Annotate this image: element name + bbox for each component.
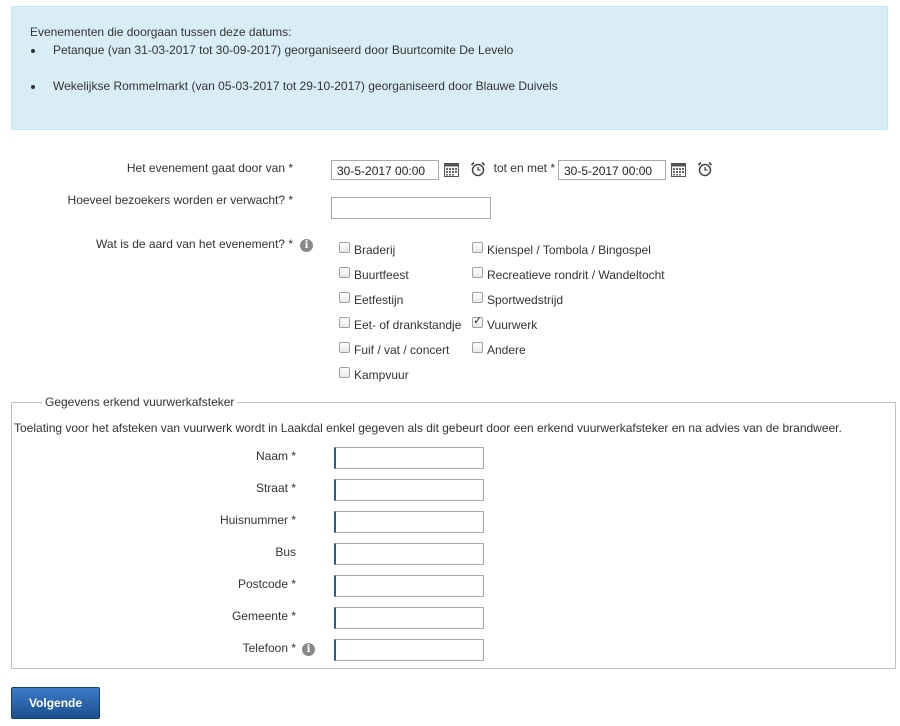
field-label: Straat * [255,481,296,495]
checkbox-label: Eet- of drankstandje [354,318,462,332]
checkbox-vuurwerk[interactable] [472,317,483,328]
checkbox-label: Kienspel / Tombola / Bingospel [487,243,651,257]
visitors-input[interactable] [331,197,491,219]
event-type-label: Wat is de aard van het evenement? * [95,237,293,251]
date-to-input[interactable]: 30-5-2017 00:00 [558,160,666,180]
fireworks-notice: Toelating voor het afsteken van vuurwerk wordt in Laakdal enkel gegeven als dit gebeurt door een erkend vuurwerkafsteker en na advies van de brandweer. [14,421,842,435]
field-label: Naam * [255,449,296,463]
event-item: Wekelijkse Rommelmarkt (van 05-03-2017 tot 29-10-2017) georganiseerd door Blauwe Duivels [53,79,558,93]
field-label: Telefoon * [242,641,296,655]
checkbox-rondrit[interactable] [472,267,483,278]
field-label: Huisnummer * [219,513,296,527]
field-label: Gemeente * [231,609,296,623]
postcode-input[interactable] [334,575,484,597]
checkbox-label: Braderij [354,243,396,257]
checkbox-fuif[interactable] [339,342,350,353]
checkbox-eetfestijn[interactable] [339,292,350,303]
info-icon[interactable]: i [300,239,313,252]
checkbox-label: Vuurwerk [487,318,538,332]
street-input[interactable] [334,479,484,501]
fieldset-legend: Gegevens erkend vuurwerkafsteker [42,395,237,409]
house-number-input[interactable] [334,511,484,533]
checkbox-label: Kampvuur [354,368,409,382]
checkbox-buurtfeest[interactable] [339,267,350,278]
checkbox-andere[interactable] [472,342,483,353]
alarm-clock-icon[interactable] [470,161,486,177]
calendar-icon[interactable] [671,163,686,177]
checkbox-label: Buurtfeest [354,268,409,282]
field-label: Postcode * [237,577,296,591]
next-button[interactable]: Volgende [11,687,100,719]
field-label: Bus [275,545,296,559]
date-from-input[interactable]: 30-5-2017 00:00 [331,160,439,180]
checkbox-label: Eetfestijn [354,293,404,307]
event-item: Petanque (van 31-03-2017 tot 30-09-2017) georganiseerd door Buurtcomite De Levelo [53,43,514,57]
date-to-label: tot en met * [493,161,555,175]
checkbox-sportwedstrijd[interactable] [472,292,483,303]
bus-input[interactable] [334,543,484,565]
checkbox-eet-drankstandje[interactable] [339,317,350,328]
checkbox-kampvuur[interactable] [339,367,350,378]
info-intro: Evenementen die doorgaan tussen deze datums: [30,25,292,39]
info-icon[interactable]: i [302,643,315,656]
visitors-label: Hoeveel bezoekers worden er verwacht? * [67,193,293,207]
date-from-label: Het evenement gaat door van * [126,161,293,175]
checkbox-label: Fuif / vat / concert [354,343,450,357]
checkbox-kienspel[interactable] [472,242,483,253]
calendar-icon[interactable] [444,163,459,177]
checkbox-label: Recreatieve rondrit / Wandeltocht [487,268,665,282]
checkbox-label: Andere [487,343,526,357]
checkbox-label: Sportwedstrijd [487,293,564,307]
municipality-input[interactable] [334,607,484,629]
name-input[interactable] [334,447,484,469]
alarm-clock-icon[interactable] [697,161,713,177]
checkbox-braderij[interactable] [339,242,350,253]
phone-input[interactable] [334,639,484,661]
